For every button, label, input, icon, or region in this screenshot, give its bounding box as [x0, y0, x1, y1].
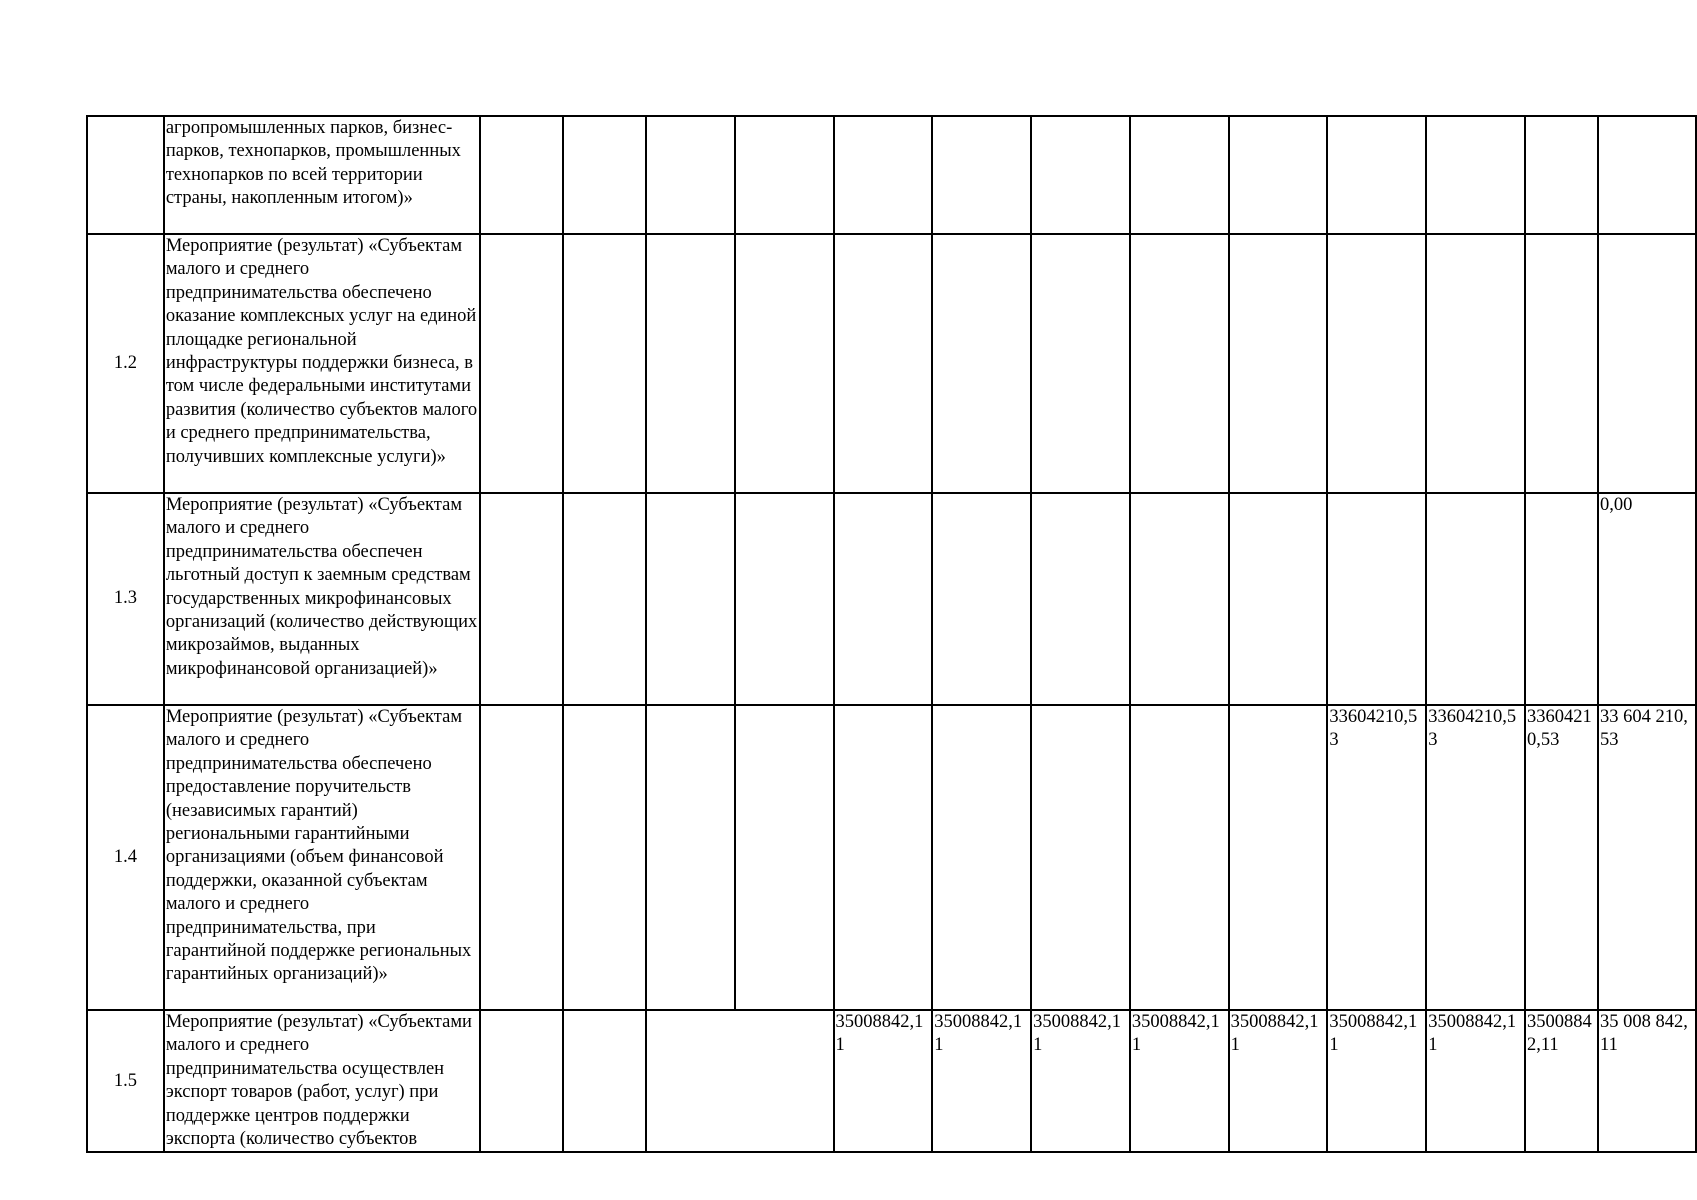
value-cell [1229, 234, 1328, 493]
table-row [87, 493, 1696, 705]
value-cell [932, 493, 1031, 705]
value-cell [735, 493, 833, 705]
value-cell [480, 1010, 563, 1152]
value-cell [1031, 705, 1130, 1010]
value-cell [563, 1010, 646, 1152]
value-cell [1525, 493, 1598, 705]
value-cell [834, 493, 933, 705]
value-cell [480, 705, 563, 1010]
value-cell [1525, 116, 1598, 234]
value-cell [1598, 234, 1696, 493]
value-cell [932, 234, 1031, 493]
value-cell: 35008842,11 [1229, 1010, 1328, 1152]
value-cell [646, 1010, 833, 1152]
table-row [87, 705, 1696, 1010]
value-cell [1031, 234, 1130, 493]
value-cell [1327, 493, 1426, 705]
value-cell: 33604210,53 [1327, 705, 1426, 1010]
value-cell [480, 234, 563, 493]
row-number: 1.2 [87, 234, 164, 493]
value-cell: 33 604 210,53 [1598, 705, 1696, 1010]
table-row [87, 234, 1696, 493]
value-cell: 35008842,11 [1327, 1010, 1426, 1152]
value-cell [646, 116, 735, 234]
value-cell [646, 493, 735, 705]
data-table [86, 115, 1697, 1153]
value-cell [563, 234, 646, 493]
value-cell [834, 234, 933, 493]
value-cell [932, 705, 1031, 1010]
row-description: Мероприятие (результат) «Субъектами малого и среднего предпринимательства осуществлен экспорт товаров (работ, услуг) при поддержке центров поддержки экспорта (количество субъектов [164, 1010, 480, 1152]
row-description: Мероприятие (результат) «Субъектам малого и среднего предпринимательства обеспечено предоставление поручительств (независимых гарантий) региональными гарантийными организациями (объем финансовой поддержки, оказанной субъектам малого и среднего предпринимательства, при гарантийной поддержке региональных гарантийных организаций)» [164, 705, 480, 1010]
value-cell [1031, 116, 1130, 234]
value-cell [1327, 116, 1426, 234]
value-cell [735, 234, 833, 493]
value-cell: 35008842,11 [1130, 1010, 1229, 1152]
row-number: 1.5 [87, 1010, 164, 1152]
value-cell [563, 493, 646, 705]
value-cell [1130, 705, 1229, 1010]
value-cell: 35 008 842,11 [1598, 1010, 1696, 1152]
value-cell [563, 705, 646, 1010]
value-cell [834, 116, 933, 234]
row-description: Мероприятие (результат) «Субъектам малого и среднего предпринимательства обеспечено оказание комплексных услуг на единой площадке региональной инфраструктуры поддержки бизнеса, в том числе федеральными институтами развития (количество субъектов малого и среднего предпринимательства, получивших комплексные услуги)» [164, 234, 480, 493]
value-cell [1327, 234, 1426, 493]
value-cell [1130, 234, 1229, 493]
value-cell: 35008842,11 [1031, 1010, 1130, 1152]
row-number: 1.4 [87, 705, 164, 1010]
row-number [87, 116, 164, 234]
value-cell [1130, 116, 1229, 234]
value-cell: 35008842,11 [1426, 1010, 1525, 1152]
value-cell [1130, 493, 1229, 705]
table-row [87, 1010, 1696, 1152]
value-cell: 35008842,11 [1525, 1010, 1598, 1152]
row-description: Мероприятие (результат) «Субъектам малого и среднего предпринимательства обеспечен льготный доступ к заемным средствам государственных микрофинансовых организаций (количество действующих микрозаймов, выданных микрофинансовой организацией)» [164, 493, 480, 705]
value-cell [735, 705, 833, 1010]
value-cell [1426, 234, 1525, 493]
value-cell [1229, 493, 1328, 705]
value-cell: 33604210,53 [1426, 705, 1525, 1010]
value-cell [563, 116, 646, 234]
value-cell [834, 705, 933, 1010]
value-cell [480, 116, 563, 234]
row-description: агропромышленных парков, бизнес-парков, технопарков, промышленных технопарков по всей территории страны, накопленным итогом)» [164, 116, 480, 234]
value-cell: 35008842,11 [834, 1010, 933, 1152]
value-cell [646, 705, 735, 1010]
value-cell [1426, 493, 1525, 705]
value-cell [1229, 116, 1328, 234]
table-row [87, 116, 1696, 234]
value-cell [1598, 116, 1696, 234]
value-cell: 0,00 [1598, 493, 1696, 705]
value-cell [1031, 493, 1130, 705]
value-cell [1525, 234, 1598, 493]
value-cell [1229, 705, 1328, 1010]
value-cell [1426, 116, 1525, 234]
value-cell: 35008842,11 [932, 1010, 1031, 1152]
value-cell [646, 234, 735, 493]
value-cell [735, 116, 833, 234]
value-cell [932, 116, 1031, 234]
value-cell: 33604210,53 [1525, 705, 1598, 1010]
value-cell [480, 493, 563, 705]
row-number: 1.3 [87, 493, 164, 705]
